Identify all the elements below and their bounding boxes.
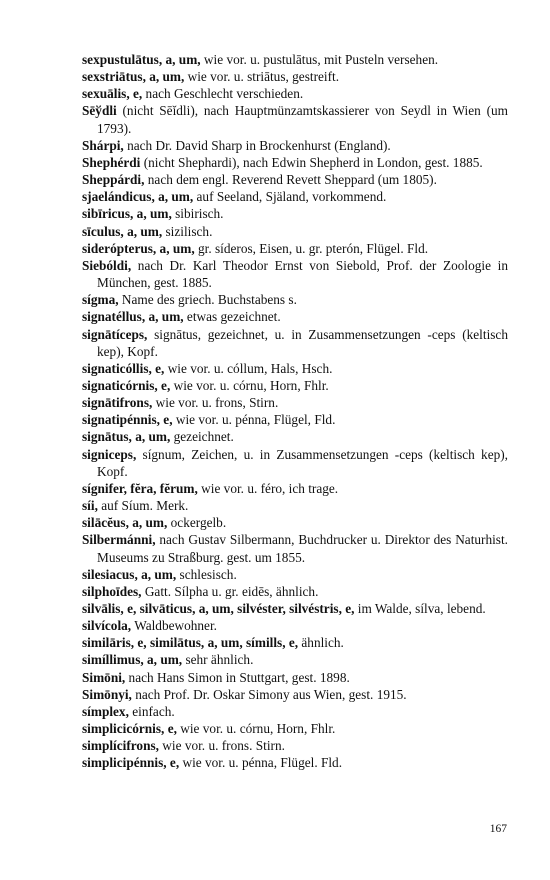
entry-headword: signātus, a, um,	[82, 429, 171, 445]
entry-headword: similāris, e, similātus, a, um, símills, e,	[82, 635, 299, 651]
entry-definition: sígnum, Zeichen, u. in Zusammensetzungen -ceps (keltisch kep), Kopf.	[97, 446, 508, 479]
entry-definition: sehr ähnlich.	[182, 652, 254, 668]
dictionary-entry	[82, 428, 508, 445]
entry-definition: nach Prof. Dr. Oskar Simony aus Wien, gest. 1915.	[131, 686, 407, 702]
entry-headword: signātifrons,	[82, 395, 153, 411]
entry-definition: (nicht Shephardi), nach Edwin Shepherd in London, gest. 1885.	[140, 154, 483, 170]
entry-headword: signaticórnis, e,	[82, 377, 171, 393]
dictionary-entry	[82, 600, 508, 617]
entry-definition: wie vor. u. pustulātus, mit Pusteln versehen.	[200, 52, 439, 67]
entry-headword: sexuālis, e,	[82, 86, 143, 102]
entry-headword: Shephérdi	[82, 154, 141, 170]
entry-definition: nach Dr. David Sharp in Brockenhurst (England).	[123, 137, 391, 153]
entry-headword: sīculus, a, um,	[82, 223, 163, 239]
entry-headword: silācĕus, a, um,	[82, 515, 168, 531]
entry-headword: signiceps,	[82, 446, 137, 462]
dictionary-entry	[82, 446, 508, 480]
entry-definition: wie vor. u. cóllum, Hals, Hsch.	[164, 360, 333, 376]
entry-headword: signatipénnis, e,	[82, 412, 173, 428]
dictionary-entry	[82, 205, 508, 222]
entry-headword: simíllimus, a, um,	[82, 652, 183, 668]
entry-definition: ockergelb.	[167, 515, 227, 531]
entry-definition: nach Dr. Karl Theodor Ernst von Siebold, Prof. der Zoologie in München, gest. 1885.	[97, 257, 508, 291]
entry-definition: nach Hans Simon in Stuttgart, gest. 1898.	[125, 669, 350, 685]
entry-headword: silphoīdes,	[82, 583, 142, 599]
entry-definition: (nicht Sēĭdli), nach Hauptmünzamtskassierer von Seydl in Wien (um 1793).	[97, 103, 508, 136]
entry-headword: signaticóllis, e,	[82, 360, 165, 376]
entry-headword: Simōni,	[82, 669, 126, 685]
dictionary-entry	[82, 308, 508, 325]
entry-headword: simplicicórnis, e,	[82, 721, 177, 737]
dictionary-entry	[82, 188, 508, 205]
entry-definition: nach Geschlecht verschieden.	[142, 86, 304, 102]
dictionary-entry	[82, 51, 508, 68]
dictionary-entry	[82, 326, 508, 360]
entry-definition: wie vor. u. féro, ich trage.	[197, 480, 339, 496]
dictionary-entry	[82, 257, 508, 291]
entry-definition: signātus, gezeichnet, u. in Zusammensetzungen -ceps (keltisch kep), Kopf.	[97, 326, 508, 359]
dictionary-entry	[82, 720, 508, 737]
entry-headword: síi,	[82, 498, 98, 514]
entry-headword: Silbermánni,	[82, 532, 156, 548]
entry-definition: sibirisch.	[171, 206, 224, 222]
dictionary-entry	[82, 514, 508, 531]
dictionary-entry	[82, 531, 508, 565]
entry-headword: sexstriātus, a, um,	[82, 69, 185, 85]
dictionary-entry	[82, 171, 508, 188]
entry-definition: gezeichnet.	[170, 429, 234, 445]
dictionary-entry	[82, 754, 508, 771]
entry-headword: signātíceps,	[82, 326, 148, 342]
entry-headword: sibīricus, a, um,	[82, 206, 172, 222]
dictionary-entry	[82, 566, 508, 583]
entry-definition: wie vor. u. pénna, Flügel, Fld.	[172, 412, 336, 428]
entry-list	[82, 51, 508, 772]
entry-definition: sizilisch.	[162, 223, 213, 239]
entry-headword: siderópterus, a, um,	[82, 240, 195, 256]
entry-definition: Waldbewohner.	[131, 618, 217, 634]
entry-definition: im Walde, sílva, lebend.	[354, 601, 486, 616]
entry-headword: símplex,	[82, 703, 129, 719]
dictionary-entry	[82, 291, 508, 308]
entry-headword: silvālis, e, silvāticus, a, um, silvéster, silvéstris, e,	[82, 601, 355, 616]
dictionary-entry	[82, 377, 508, 394]
dictionary-entry	[82, 651, 508, 668]
entry-definition: wie vor. u. frons. Stirn.	[158, 738, 285, 754]
entry-headword: simplicipénnis, e,	[82, 755, 180, 771]
dictionary-entry	[82, 497, 508, 514]
entry-definition: wie vor. u. frons, Stirn.	[152, 395, 279, 411]
dictionary-entry	[82, 480, 508, 497]
dictionary-entry	[82, 617, 508, 634]
entry-headword: silvícola,	[82, 618, 132, 634]
entry-headword: sígma,	[82, 292, 119, 308]
entry-definition: schlesisch.	[176, 566, 237, 582]
dictionary-entry	[82, 360, 508, 377]
entry-definition: ähnlich.	[298, 635, 344, 651]
entry-definition: nach dem engl. Reverend Revett Sheppard (um 1805).	[144, 172, 437, 188]
entry-definition: wie vor. u. córnu, Horn, Fhlr.	[170, 377, 329, 393]
dictionary-entry	[82, 102, 508, 136]
dictionary-entry	[82, 223, 508, 240]
dictionary-entry	[82, 634, 508, 651]
entry-headword: Siebóldi,	[82, 257, 132, 273]
dictionary-entry	[82, 394, 508, 411]
dictionary-entry	[82, 137, 508, 154]
entry-headword: Sēўdli	[82, 103, 117, 119]
entry-definition: wie vor. u. córnu, Horn, Fhlr.	[176, 721, 336, 737]
entry-definition: nach Gustav Silbermann, Buchdrucker u. Direktor des Naturhist. Museums zu Straßburg. gest. um 1855.	[97, 532, 508, 565]
entry-headword: sígnifer, fĕra, fĕrum,	[82, 480, 198, 496]
dictionary-entry	[82, 411, 508, 428]
entry-headword: sexpustulātus, a, um,	[82, 52, 201, 67]
dictionary-entry	[82, 154, 508, 171]
dictionary-entry	[82, 240, 508, 257]
dictionary-entry	[82, 583, 508, 600]
entry-headword: signatéllus, a, um,	[82, 309, 184, 325]
entry-definition: Gatt. Sílpha u. gr. eidēs, ähnlich.	[141, 583, 319, 599]
entry-headword: Simōnyi,	[82, 686, 132, 702]
dictionary-entry	[82, 737, 508, 754]
dictionary-entry	[82, 686, 508, 703]
entry-definition: wie vor. u. striātus, gestreift.	[184, 69, 340, 85]
dictionary-entry	[82, 85, 508, 102]
entry-definition: einfach.	[128, 703, 175, 719]
entry-definition: gr. síderos, Eisen, u. gr. pterón, Flügel. Fld.	[194, 240, 429, 256]
entry-definition: auf Síum. Merk.	[97, 498, 189, 514]
entry-headword: Shárpi,	[82, 137, 124, 153]
entry-definition: Name des griech. Buchstabens s.	[118, 292, 297, 308]
dictionary-entry	[82, 68, 508, 85]
entry-headword: simplícifrons,	[82, 738, 159, 754]
dictionary-entry	[82, 703, 508, 720]
entry-headword: Sheppárdi,	[82, 172, 145, 188]
entry-definition: wie vor. u. pénna, Flügel. Fld.	[179, 755, 343, 771]
entry-headword: sjaelándicus, a, um,	[82, 189, 194, 205]
entry-definition: etwas gezeichnet.	[183, 309, 281, 325]
entry-definition: auf Seeland, Själand, vorkommend.	[193, 189, 387, 205]
dictionary-entry	[82, 669, 508, 686]
page-number: 167	[489, 823, 507, 835]
entry-headword: silesiacus, a, um,	[82, 566, 177, 582]
